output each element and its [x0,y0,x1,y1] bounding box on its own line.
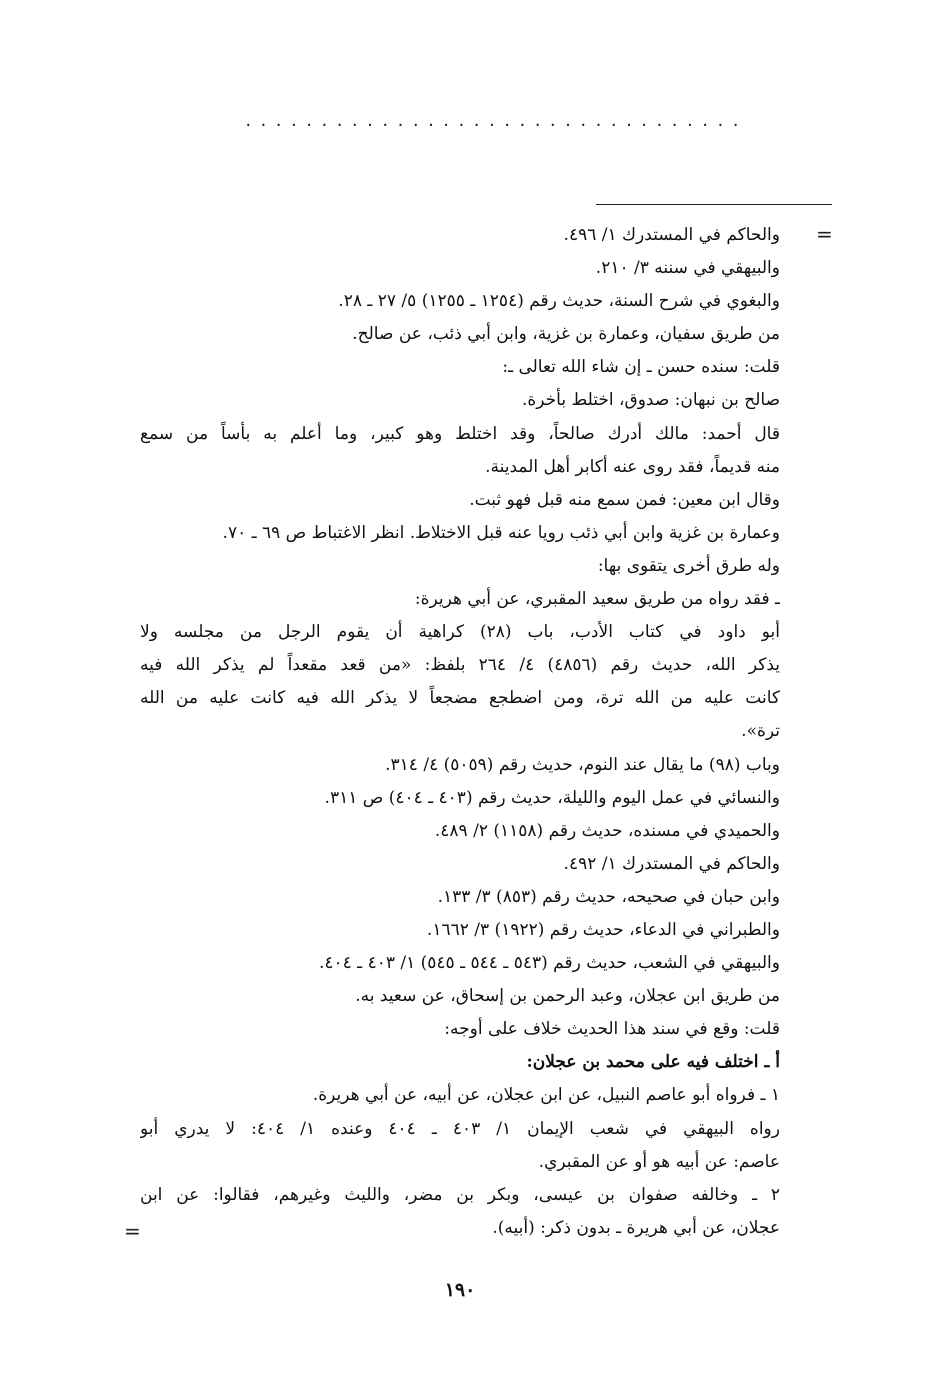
footnote-line-qultu: قلت: وقع في سند هذا الحديث خلاف على أوجه: [444,1019,780,1040]
footnote-line: والبيهقي في سننه ٣/ ٢١٠. [595,258,780,279]
footnote-line: والحاكم في المستدرك ١/ ٤٩٦. [563,225,780,245]
footnote-continuation-mark-top: = [816,222,833,246]
footnote-separator-rule [596,204,832,205]
footnote-line: يذكر الله، حديث رقم (٤٨٥٦) ٤/ ٢٦٤ بلفظ: «من قعد مقعداً لم يذكر الله فيه [140,655,780,676]
footnote-line: أبو داود في كتاب الأدب، باب (٢٨) كراهية أن يقوم الرجل من مجلسه ولا [140,622,780,643]
footnote-line-qultu: قلت: سنده حسن ـ إن شاء الله تعالى ـ: [502,357,780,378]
footnote-line: عاصم: عن أبيه هو أو عن المقبري. [538,1151,780,1172]
footnote-line: وله طرق أخرى يتقوى بها: [597,555,780,576]
footnote-line: ٢ ـ وخالفه صفوان بن عيسى، وبكر بن مضر، والليث وغيرهم، فقالوا: عن ابن [140,1184,780,1205]
footnote-line: ـ فقد رواه من طريق سعيد المقبري، عن أبي هريرة: [414,589,780,610]
footnote-line: والحاكم في المستدرك ١/ ٤٩٢. [563,853,780,874]
footnote-line: والبغوي في شرح السنة، حديث رقم (١٢٥٤ ـ ١٢٥٥) ٥/ ٢٧ ـ ٢٨. [338,291,780,312]
footnote-line: والبيهقي في الشعب، حديث رقم (٥٤٣ ـ ٥٤٤ ـ ٥٤٥) ١/ ٤٠٣ ـ ٤٠٤. [318,953,780,974]
footnote-line: وعمارة بن غزية وابن أبي ذئب رويا عنه قبل الاختلاط. انظر الاغتباط ص ٦٩ ـ ٧٠. [222,522,780,543]
footnote-line: صالح بن نبهان: صدوق، اختلط بأخرة. [521,390,780,411]
footnote-continuation-mark-bottom: = [124,1219,141,1243]
footnote-line: والطبراني في الدعاء، حديث رقم (١٩٢٢) ٣/ ١٦٦٢. [426,919,780,940]
header-dotted-separator: ................................. [243,112,747,130]
footnote-line: من طريق سفيان، وعمارة بن غزية، وابن أبي ذئب، عن صالح. [352,324,780,345]
footnote-line: والنسائي في عمل اليوم والليلة، حديث رقم (٤٠٣ ـ ٤٠٤) ص ٣١١. [324,787,780,808]
footnote-body [140,219,780,1245]
footnote-line: كانت عليه من الله ترة، ومن اضطجع مضجعاً لا يذكر الله فيه كانت عليه من الله [140,688,780,709]
footnote-line-heading: أ ـ اختلف فيه على محمد بن عجلان: [526,1052,780,1073]
footnote-line: وابن حبان في صحيحه، حديث رقم (٨٥٣) ٣/ ١٣٣. [437,886,780,907]
footnote-line: والحميدي في مسنده، حديث رقم (١١٥٨) ٢/ ٤٨٩. [434,820,780,841]
footnote-line: وباب (٩٨) ما يقال عند النوم، حديث رقم (٥٠٥٩) ٤/ ٣١٤. [385,754,780,775]
footnote-line: ١ ـ فرواه أبو عاصم النبيل، عن ابن عجلان، عن أبيه، عن أبي هريرة. [312,1085,780,1106]
footnote-line: رواه البيهقي في شعب الإيمان ١/ ٤٠٣ ـ ٤٠٤ وعنده ١/ ٤٠٤: لا يدري أبو [140,1118,780,1139]
footnote-line: من طريق ابن عجلان، وعبد الرحمن بن إسحاق، عن سعيد به. [355,986,780,1007]
footnote-line: قال أحمد: مالك أدرك صالحاً، وقد اختلط وهو كبير، وما أعلم به بأساً من سمع [140,423,780,444]
footnote-line: عجلان، عن أبي هريرة ـ بدون ذكر: (أبيه). [492,1217,780,1238]
footnote-line: ترة». [741,721,780,742]
footnote-line: وقال ابن معين: فمن سمع منه قبل فهو ثبت. [469,489,780,510]
page-number: ١٩٠ [444,1279,476,1301]
footnote-line: منه قديماً، فقد روى عنه أكابر أهل المدينة. [485,456,780,477]
